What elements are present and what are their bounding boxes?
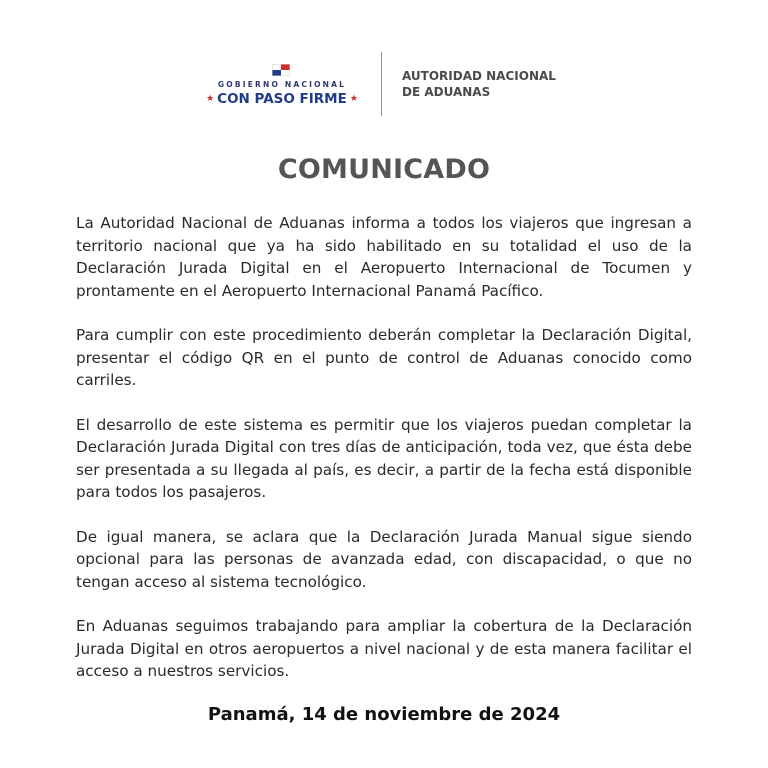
government-logo (198, 60, 366, 112)
paragraph: Para cumplir con este procedimiento deberán completar la Declaración Digital, presentar el código QR en el punto de control de Aduanas conocido como carriles. (76, 326, 692, 389)
paragraph: El desarrollo de este sistema es permitir que los viajeros puedan completar la Declaración Jurada Digital con tres días de anticipación, toda vez, que ésta debe ser presentada a su llegada al país, es decir, a partir de la fecha está disponible para todos los pasajeros. (76, 415, 692, 501)
header (0, 52, 768, 116)
star-icon: ★ (206, 94, 215, 104)
agency-name-line1: AUTORIDAD NACIONAL (402, 69, 556, 83)
header-divider (381, 52, 382, 116)
agency-name (402, 68, 556, 100)
panama-flag-icon (272, 64, 290, 76)
paragraph: La Autoridad Nacional de Aduanas informa a todos los viajeros que ingresan a territorio nacional que ya ha sido habilitado en su totalidad el uso de la Declaración Jurada Digital en el Aeropuerto Internacional de Tocumen y prontamente en el Aeropuerto Internacional Panamá Pacífico. (76, 214, 692, 300)
page-title: COMUNICADO (277, 154, 491, 185)
government-logo-line1: GOBIERNO NACIONAL (217, 80, 347, 89)
agency-name-line2: DE ADUANAS (402, 85, 491, 99)
date-line: Panamá, 14 de noviembre de 2024 (207, 704, 561, 725)
star-icon: ★ (349, 94, 358, 104)
government-logo-line2 (198, 91, 366, 107)
government-logo-slogan: CON PASO FIRME (217, 91, 347, 107)
paragraph: En Aduanas seguimos trabajando para ampliar la cobertura de la Declaración Jurada Digital en otros aeropuertos a nivel nacional y de esta manera facilitar el acceso a nuestros servicios. (76, 617, 692, 680)
communique-body (76, 212, 692, 705)
paragraph: De igual manera, se aclara que la Declaración Jurada Manual sigue siendo opcional para las personas de avanzada edad, con discapacidad, o que no tengan acceso al sistema tecnológico. (76, 527, 692, 591)
